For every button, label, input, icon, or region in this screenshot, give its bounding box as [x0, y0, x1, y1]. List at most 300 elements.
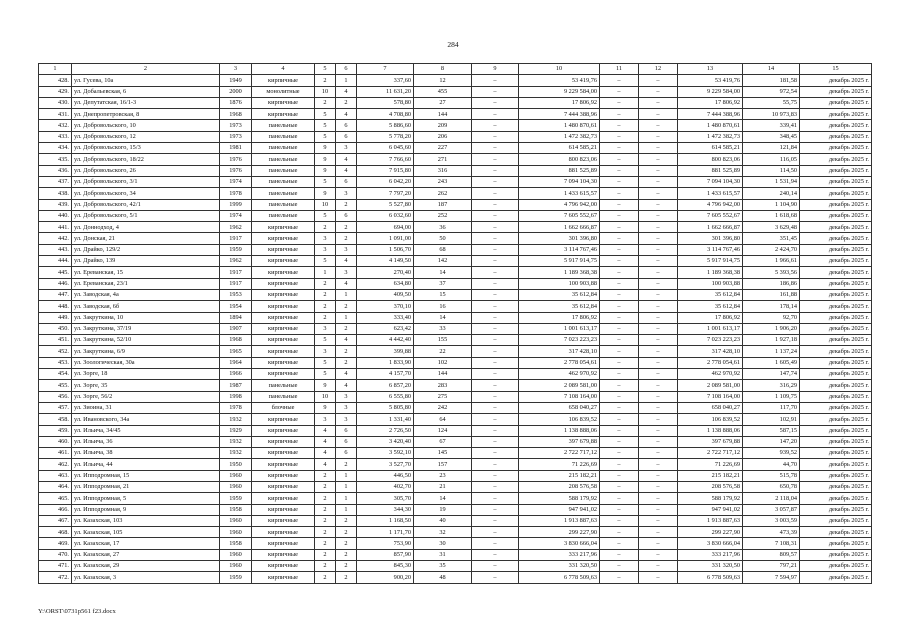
table-cell: 5 527,80	[357, 199, 414, 210]
table-cell: кирпичные	[252, 244, 315, 255]
table-cell: декабрь 2025 г.	[800, 448, 872, 459]
table-cell: 1932	[220, 414, 252, 425]
column-header: 7	[357, 64, 414, 75]
table-cell: 458.	[39, 414, 72, 425]
table-cell: –	[600, 120, 639, 131]
table-row	[39, 391, 872, 402]
table-row	[39, 312, 872, 323]
table-cell: 1950	[220, 459, 252, 470]
table-cell: декабрь 2025 г.	[800, 176, 872, 187]
table-cell: 3	[336, 188, 357, 199]
table-cell: 433.	[39, 131, 72, 142]
table-cell: –	[472, 109, 519, 120]
table-cell: 1 927,18	[743, 335, 800, 346]
table-cell: 1 913 887,63	[678, 515, 743, 526]
table-cell: 1949	[220, 75, 252, 86]
table-cell: декабрь 2025 г.	[800, 357, 872, 368]
table-cell: –	[639, 380, 678, 391]
table-cell: –	[472, 176, 519, 187]
table-cell: –	[639, 301, 678, 312]
table-cell: декабрь 2025 г.	[800, 143, 872, 154]
table-cell: 144	[414, 369, 472, 380]
table-cell: ул. Депутатская, 16/1-3	[72, 97, 220, 108]
table-row	[39, 154, 872, 165]
table-cell: 2 726,50	[357, 425, 414, 436]
table-cell: 1 138 888,06	[678, 425, 743, 436]
table-cell: 305,70	[357, 493, 414, 504]
table-cell: декабрь 2025 г.	[800, 481, 872, 492]
table-cell: панельные	[252, 210, 315, 221]
table-cell: 114,50	[743, 165, 800, 176]
table-cell: панельные	[252, 120, 315, 131]
table-cell: декабрь 2025 г.	[800, 97, 872, 108]
table-cell: 1965	[220, 346, 252, 357]
table-cell: кирпичные	[252, 448, 315, 459]
table-row	[39, 301, 872, 312]
table-cell: 442.	[39, 233, 72, 244]
table-cell: ул. Добровольского, 5/1	[72, 210, 220, 221]
table-cell: 147,20	[743, 436, 800, 447]
table-cell: кирпичные	[252, 335, 315, 346]
table-cell: 1 480 870,61	[678, 120, 743, 131]
table-cell: 3 830 666,04	[678, 538, 743, 549]
table-cell: 444.	[39, 256, 72, 267]
table-cell: 6 778 509,63	[678, 572, 743, 583]
table-cell: 6	[336, 131, 357, 142]
table-cell: 4	[336, 109, 357, 120]
table-cell: 1999	[220, 199, 252, 210]
table-cell: 71 226,69	[519, 459, 600, 470]
table-cell: 7 023 223,23	[678, 335, 743, 346]
table-cell: –	[472, 402, 519, 413]
table-cell: 4 796 942,00	[678, 199, 743, 210]
table-cell: декабрь 2025 г.	[800, 256, 872, 267]
table-cell: 4	[336, 335, 357, 346]
table-cell: –	[639, 176, 678, 187]
table-cell: ул. Днепропетровская, 8	[72, 109, 220, 120]
table-cell: 3 420,40	[357, 436, 414, 447]
table-cell: 1962	[220, 222, 252, 233]
table-cell: –	[600, 233, 639, 244]
table-cell: 397 679,88	[519, 436, 600, 447]
table-cell: 333 217,96	[678, 549, 743, 560]
table-cell: 1 605,49	[743, 357, 800, 368]
column-header: 14	[743, 64, 800, 75]
table-cell: 1 433 615,57	[678, 188, 743, 199]
table-cell: –	[639, 391, 678, 402]
table-cell: ул. Зиоина, 31	[72, 402, 220, 413]
table-cell: кирпичные	[252, 278, 315, 289]
table-cell: 31	[414, 549, 472, 560]
table-cell: –	[600, 549, 639, 560]
table-cell: декабрь 2025 г.	[800, 527, 872, 538]
table-cell: 1998	[220, 391, 252, 402]
table-cell: 5 778,20	[357, 131, 414, 142]
table-cell: 800 823,06	[678, 154, 743, 165]
table-cell: 2	[315, 222, 336, 233]
table-cell: –	[472, 493, 519, 504]
table-cell: 1958	[220, 504, 252, 515]
table-cell: –	[639, 210, 678, 221]
table-cell: 3	[315, 346, 336, 357]
table-cell: 271	[414, 154, 472, 165]
table-cell: 430.	[39, 97, 72, 108]
table-cell: –	[472, 572, 519, 583]
table-cell: 181,58	[743, 75, 800, 86]
table-cell: –	[600, 527, 639, 538]
table-cell: ул. Доннодход, 4	[72, 222, 220, 233]
table-cell: 3 592,10	[357, 448, 414, 459]
table-cell: 3	[336, 414, 357, 425]
table-cell: ул. Ереванская, 23/1	[72, 278, 220, 289]
table-cell: 36	[414, 222, 472, 233]
table-cell: 121,84	[743, 143, 800, 154]
table-cell: 37	[414, 278, 472, 289]
table-cell: ул. Ильича, 36	[72, 436, 220, 447]
table-cell: 270,40	[357, 267, 414, 278]
table-cell: ул. Казахская, 3	[72, 572, 220, 583]
table-row	[39, 75, 872, 86]
table-cell: 5	[315, 369, 336, 380]
table-cell: 178,14	[743, 301, 800, 312]
table-row	[39, 289, 872, 300]
table-cell: 240,14	[743, 188, 800, 199]
table-cell: декабрь 2025 г.	[800, 549, 872, 560]
table-cell: 14	[414, 267, 472, 278]
table-cell: 100 903,88	[678, 278, 743, 289]
table-cell: –	[472, 391, 519, 402]
table-cell: 1	[315, 267, 336, 278]
table-cell: 2	[336, 97, 357, 108]
table-cell: 2	[336, 538, 357, 549]
table-row	[39, 165, 872, 176]
table-cell: 53 419,76	[678, 75, 743, 86]
table-cell: панельные	[252, 188, 315, 199]
table-cell: –	[639, 165, 678, 176]
table-cell: декабрь 2025 г.	[800, 380, 872, 391]
table-cell: 5	[315, 256, 336, 267]
table-row	[39, 86, 872, 97]
table-cell: 7 108 164,00	[519, 391, 600, 402]
table-cell: 4	[336, 278, 357, 289]
table-cell: 2	[336, 515, 357, 526]
table-cell: –	[639, 561, 678, 572]
table-cell: 32	[414, 527, 472, 538]
table-cell: 337,60	[357, 75, 414, 86]
table-cell: 457.	[39, 402, 72, 413]
table-cell: 1959	[220, 493, 252, 504]
table-cell: 1 662 666,87	[678, 222, 743, 233]
table-cell: декабрь 2025 г.	[800, 154, 872, 165]
table-cell: ул. Добровольского, 12	[72, 131, 220, 142]
table-cell: –	[639, 312, 678, 323]
table-cell: 2	[336, 357, 357, 368]
table-cell: 2	[315, 481, 336, 492]
table-cell: 441.	[39, 222, 72, 233]
table-cell: 3	[336, 391, 357, 402]
table-cell: –	[600, 278, 639, 289]
table-cell: панельные	[252, 199, 315, 210]
column-header: 9	[472, 64, 519, 75]
table-cell: 1 109,75	[743, 391, 800, 402]
table-cell: –	[472, 301, 519, 312]
table-cell: 972,54	[743, 86, 800, 97]
table-cell: декабрь 2025 г.	[800, 289, 872, 300]
table-cell: –	[600, 188, 639, 199]
table-cell: 402,70	[357, 481, 414, 492]
table-cell: –	[639, 515, 678, 526]
table-cell: –	[472, 233, 519, 244]
table-cell: –	[472, 222, 519, 233]
table-cell: 7 605 552,67	[519, 210, 600, 221]
table-cell: 2	[315, 289, 336, 300]
table-row	[39, 244, 872, 255]
table-cell: 351,45	[743, 233, 800, 244]
table-cell: декабрь 2025 г.	[800, 199, 872, 210]
table-cell: 3 629,48	[743, 222, 800, 233]
table-cell: 1968	[220, 109, 252, 120]
table-cell: –	[600, 335, 639, 346]
table-cell: 344,30	[357, 504, 414, 515]
table-cell: 3 114 767,46	[519, 244, 600, 255]
table-cell: 1 104,90	[743, 199, 800, 210]
table-cell: 4	[336, 154, 357, 165]
table-row	[39, 199, 872, 210]
table-cell: 588 179,92	[678, 493, 743, 504]
table-cell: кирпичные	[252, 414, 315, 425]
table-cell: кирпичные	[252, 369, 315, 380]
table-cell: ул. Закруткина, 52/10	[72, 335, 220, 346]
table-cell: 6 778 509,63	[519, 572, 600, 583]
table-cell: 1	[336, 493, 357, 504]
table-cell: кирпичные	[252, 504, 315, 515]
table-cell: –	[639, 459, 678, 470]
table-cell: –	[472, 244, 519, 255]
table-cell: кирпичные	[252, 493, 315, 504]
table-cell: –	[600, 414, 639, 425]
table-cell: 900,20	[357, 572, 414, 583]
table-cell: 2	[336, 527, 357, 538]
table-cell: –	[472, 561, 519, 572]
table-cell: –	[600, 425, 639, 436]
table-cell: 215 182,21	[678, 470, 743, 481]
table-cell: 252	[414, 210, 472, 221]
table-cell: 434.	[39, 143, 72, 154]
table-cell: 2 778 054,61	[678, 357, 743, 368]
table-cell: кирпичные	[252, 470, 315, 481]
table-cell: 4 149,50	[357, 256, 414, 267]
table-cell: 1 137,24	[743, 346, 800, 357]
table-cell: –	[600, 165, 639, 176]
table-cell: 2	[336, 199, 357, 210]
table-cell: –	[600, 391, 639, 402]
table-row	[39, 549, 872, 560]
table-cell: 448.	[39, 301, 72, 312]
table-cell: кирпичные	[252, 267, 315, 278]
table-cell: –	[472, 256, 519, 267]
table-cell: 464.	[39, 481, 72, 492]
table-cell: 4 708,80	[357, 109, 414, 120]
table-cell: 331 320,50	[678, 561, 743, 572]
table-cell: декабрь 2025 г.	[800, 561, 872, 572]
table-cell: 588 179,92	[519, 493, 600, 504]
table-cell: 1 138 888,06	[519, 425, 600, 436]
table-cell: –	[600, 176, 639, 187]
table-cell: –	[472, 120, 519, 131]
table-cell: –	[639, 86, 678, 97]
table-row	[39, 278, 872, 289]
table-cell: –	[639, 120, 678, 131]
table-cell: декабрь 2025 г.	[800, 515, 872, 526]
table-cell: 939,52	[743, 448, 800, 459]
table-cell: –	[472, 515, 519, 526]
table-cell: 634,80	[357, 278, 414, 289]
table-cell: 106 839,52	[678, 414, 743, 425]
table-cell: –	[472, 131, 519, 142]
table-cell: 1958	[220, 538, 252, 549]
table-cell: –	[600, 493, 639, 504]
table-row	[39, 97, 872, 108]
table-cell: 370,10	[357, 301, 414, 312]
table-cell: 2	[336, 549, 357, 560]
table-cell: –	[472, 459, 519, 470]
table-cell: –	[472, 357, 519, 368]
table-cell: 428.	[39, 75, 72, 86]
table-cell: кирпичные	[252, 301, 315, 312]
table-cell: 316	[414, 165, 472, 176]
table-cell: 1978	[220, 188, 252, 199]
table-cell: 1 091,00	[357, 233, 414, 244]
table-cell: 100 903,88	[519, 278, 600, 289]
table-cell: –	[600, 210, 639, 221]
table-cell: 694,00	[357, 222, 414, 233]
table-cell: декабрь 2025 г.	[800, 538, 872, 549]
table-cell: 48	[414, 572, 472, 583]
table-cell: 7 766,60	[357, 154, 414, 165]
table-cell: 7 108,31	[743, 538, 800, 549]
table-cell: 1976	[220, 165, 252, 176]
table-cell: 10	[315, 199, 336, 210]
table-cell: ул. Добальевская, 6	[72, 86, 220, 97]
table-cell: –	[639, 493, 678, 504]
table-cell: –	[639, 549, 678, 560]
table-cell: 208 576,58	[519, 481, 600, 492]
table-cell: 3	[336, 244, 357, 255]
table-cell: –	[639, 199, 678, 210]
table-cell: ул. Добровольского, 42/1	[72, 199, 220, 210]
table-cell: –	[472, 278, 519, 289]
table-cell: 2	[315, 561, 336, 572]
table-cell: –	[639, 109, 678, 120]
table-cell: 1976	[220, 154, 252, 165]
table-cell: декабрь 2025 г.	[800, 402, 872, 413]
table-cell: 451.	[39, 335, 72, 346]
table-cell: 6	[336, 425, 357, 436]
table-row	[39, 335, 872, 346]
table-cell: 447.	[39, 289, 72, 300]
table-cell: 1	[336, 312, 357, 323]
table-cell: ул. Казахская, 29	[72, 561, 220, 572]
table-cell: 1962	[220, 256, 252, 267]
table-cell: 12	[414, 75, 472, 86]
table-cell: 5 917 914,75	[519, 256, 600, 267]
table-cell: 2	[336, 459, 357, 470]
table-cell: панельные	[252, 143, 315, 154]
table-cell: –	[600, 380, 639, 391]
table-cell: 432.	[39, 120, 72, 131]
table-cell: ул. Закруткина, 37/19	[72, 323, 220, 334]
table-cell: 797,21	[743, 561, 800, 572]
table-cell: 6 555,80	[357, 391, 414, 402]
table-cell: 2000	[220, 86, 252, 97]
table-cell: декабрь 2025 г.	[800, 109, 872, 120]
table-cell: 27	[414, 97, 472, 108]
table-cell: ул. Драйко, 129/2	[72, 244, 220, 255]
table-cell: –	[600, 75, 639, 86]
table-cell: –	[639, 369, 678, 380]
table-cell: 1917	[220, 278, 252, 289]
table-cell: 50	[414, 233, 472, 244]
table-cell: 117,70	[743, 402, 800, 413]
table-cell: декабрь 2025 г.	[800, 233, 872, 244]
table-cell: –	[472, 75, 519, 86]
table-cell: 17 806,92	[678, 312, 743, 323]
table-cell: 1917	[220, 267, 252, 278]
table-cell: 658 040,27	[678, 402, 743, 413]
table-cell: 55,75	[743, 97, 800, 108]
table-cell: –	[639, 481, 678, 492]
table-cell: 106 839,52	[519, 414, 600, 425]
table-cell: 1 331,40	[357, 414, 414, 425]
table-cell: 446.	[39, 278, 72, 289]
table-cell: 1 171,70	[357, 527, 414, 538]
table-cell: 5	[315, 120, 336, 131]
table-cell: 4 796 942,00	[519, 199, 600, 210]
page-number: 284	[447, 40, 459, 49]
table-cell: ул. Зорге, 18	[72, 369, 220, 380]
table-cell: 35 612,84	[519, 289, 600, 300]
table-cell: 455	[414, 86, 472, 97]
table-cell: кирпичные	[252, 425, 315, 436]
table-cell: 348,45	[743, 131, 800, 142]
table-cell: 116,05	[743, 154, 800, 165]
table-cell: 9	[315, 154, 336, 165]
table-cell: –	[600, 97, 639, 108]
table-cell: 463.	[39, 470, 72, 481]
table-cell: декабрь 2025 г.	[800, 436, 872, 447]
table-cell: 429.	[39, 86, 72, 97]
table-cell: декабрь 2025 г.	[800, 414, 872, 425]
table-cell: –	[600, 131, 639, 142]
table-cell: –	[639, 154, 678, 165]
table-cell: 468.	[39, 527, 72, 538]
table-cell: 469.	[39, 538, 72, 549]
table-cell: 2	[315, 538, 336, 549]
table-cell: 2	[315, 470, 336, 481]
table-cell: 614 585,21	[519, 143, 600, 154]
table-cell: 299 227,90	[678, 527, 743, 538]
table-row	[39, 357, 872, 368]
table-cell: ул. Донская, 21	[72, 233, 220, 244]
table-cell: 857,90	[357, 549, 414, 560]
table-row	[39, 515, 872, 526]
table-cell: 7 594,97	[743, 572, 800, 583]
table-cell: декабрь 2025 г.	[800, 301, 872, 312]
table-cell: –	[639, 448, 678, 459]
table-cell: декабрь 2025 г.	[800, 75, 872, 86]
table-cell: декабрь 2025 г.	[800, 459, 872, 470]
table-cell: –	[639, 222, 678, 233]
